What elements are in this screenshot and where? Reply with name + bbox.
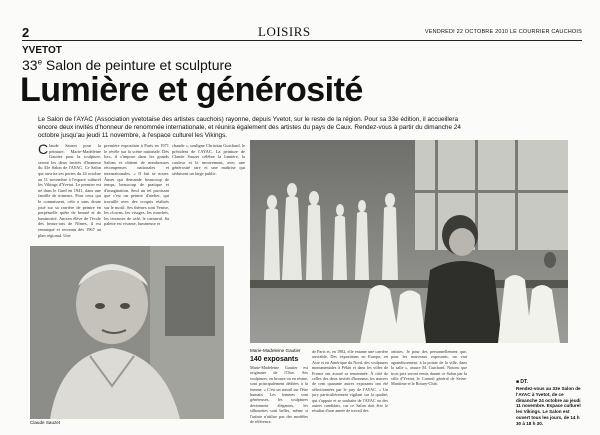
page-number: 2 [22,25,30,40]
article-intro: Le Salon de l'AYAC (Association yvetotaise des artistes cauchois) rayonne, depuis Yvetot, sur le reste de la région. Pour sa 33e édition, il accueillera encore deux invités d'honneur de renommée internationale, et réunira également des artistes du pays de Caux. Rendez-vous à partir du dimanche 24 octobre jusqu'au jeudi 11 novembre, à l'espace culturel les Vikings. [38,116,461,139]
publication-date: VENDREDI 22 OCTOBRE 2010 LE COURRIER CAUCHOIS [424,29,582,35]
lower-column-3: artistes. Je pour des personnellement que, pour les nouveaux exposants, un vrai agrandissement, à la pointe de la ville, dans la salle », assure M. Guichard. Notons que trois prix seront remis durant ce Salon par la ville d'Yvetot, le Conseil général de Seine-Maritime et le Rotary-Club. [391,349,467,387]
body-column-1 [38,143,101,241]
subtitle-number: 33 [22,57,38,73]
body-column-3: chaude », souligne Christian Guichard, le président de l'AYAC. La peinture de Claude Sauzet célèbre la lumière, la couleur et le mouvement, avec une générosité rare et une maîtrise qui séduisent un large public. [172,143,245,176]
painter-photo-caption: Claude Sauzet [30,420,61,425]
article-kicker: YVETOT [22,45,62,56]
sculpture-photo-caption: Marie-Madeleine Gautier [250,348,301,353]
practical-info: Rendez-vous au 33e Salon de l'AYAC à Yvetot, de ce dimanche 24 octobre au jeudi 11 novembre. Espace culturel les Vikings. Le Salon est ouvert tous les jours, de 14 h 30 à 18 h 30. [516,386,581,426]
lower-column-2: de Paris et, en 1982, elle entame une carrière ouvrable. Des expositions en Europe, en Asie et en Amérique du Nord, des sculptures monumentales à Pékin et dans les villes de France ont assuré sa renommée. À côté de celles des deux invités d'honneur, les œuvres de cent quarante autres exposants ont été sélectionnées par le jury de l'AYAC. « Un jury particulièrement vigilant sur la qualité, qui s'appuie et se souhaite de l'AYAC ou des autres candidats, car ce Salon doit être le résultat d'une année de travail des [312,349,388,414]
subtitle-ordinal: e [37,57,43,67]
section-subhead: 140 exposants [250,356,299,363]
page-header [22,24,582,41]
lower-column-1: Marie-Madeleine Gautier est originaire de l'Oise. Ses sculptures, en bronze ou en résine, sont principalement dédiées à la femme. « C'est un travail sur l'être humain. Les femmes sont généreuses, les sculptures deviennent élégantes, les silhouettes sont belles, même si l'artiste n'utilise pas des modèles de référence. [250,365,308,425]
author-signature: ■ DT. [516,379,528,385]
drop-cap: C [38,143,49,157]
body-column-1-text: laude Sauzet pour la peinture, Marie-Madeleine Gautier pour la sculpture, seront les deux invités d'honneur du 33e Salon de l'AYAC. Ce Salon qui ouvrira ses portes du 24 octobre au 11 novembre à l'espace culturel les Vikings d'Yvetot. Le premier est né dans le Gard en 1941, dans une famille de mineurs. Pour ceux qui le connaissent, cela a sans doute joué sur sa carrière de peintre en perpétuelle quête de beauté et de luminosité. Ancien élève de l'école des beaux-arts de Nîmes, il est remarqué et reconnu dès 1967 au plan régional. Une [38,143,101,238]
painter-portrait [30,246,224,419]
subtitle-text: Salon de peinture et sculpture [42,57,232,73]
sculpture-photo [250,140,568,343]
article-headline: Lumière et générosité [20,71,363,109]
section-title: LOISIRS [258,24,311,39]
body-column-2: première exposition à Paris en 1971 le révèle sur la scène nationale. Dès lors, il s'impose dans les grands Salons et obtient de nombreuses récompenses nationales et internationales. « Il fait se nouer. Âmes qui demande beaucoup de temps, beaucoup de pratique et d'imagination. Seul un tel pactisant que c'est un peintre d'atelier, qui travaille avec des croquis réalisés sur le motif. Ses thèmes sont Venise, les clowns, les visages, les marchés, les terrasses de café, le carnaval. Sa palette est vivante, lumineuse et [104,143,169,227]
